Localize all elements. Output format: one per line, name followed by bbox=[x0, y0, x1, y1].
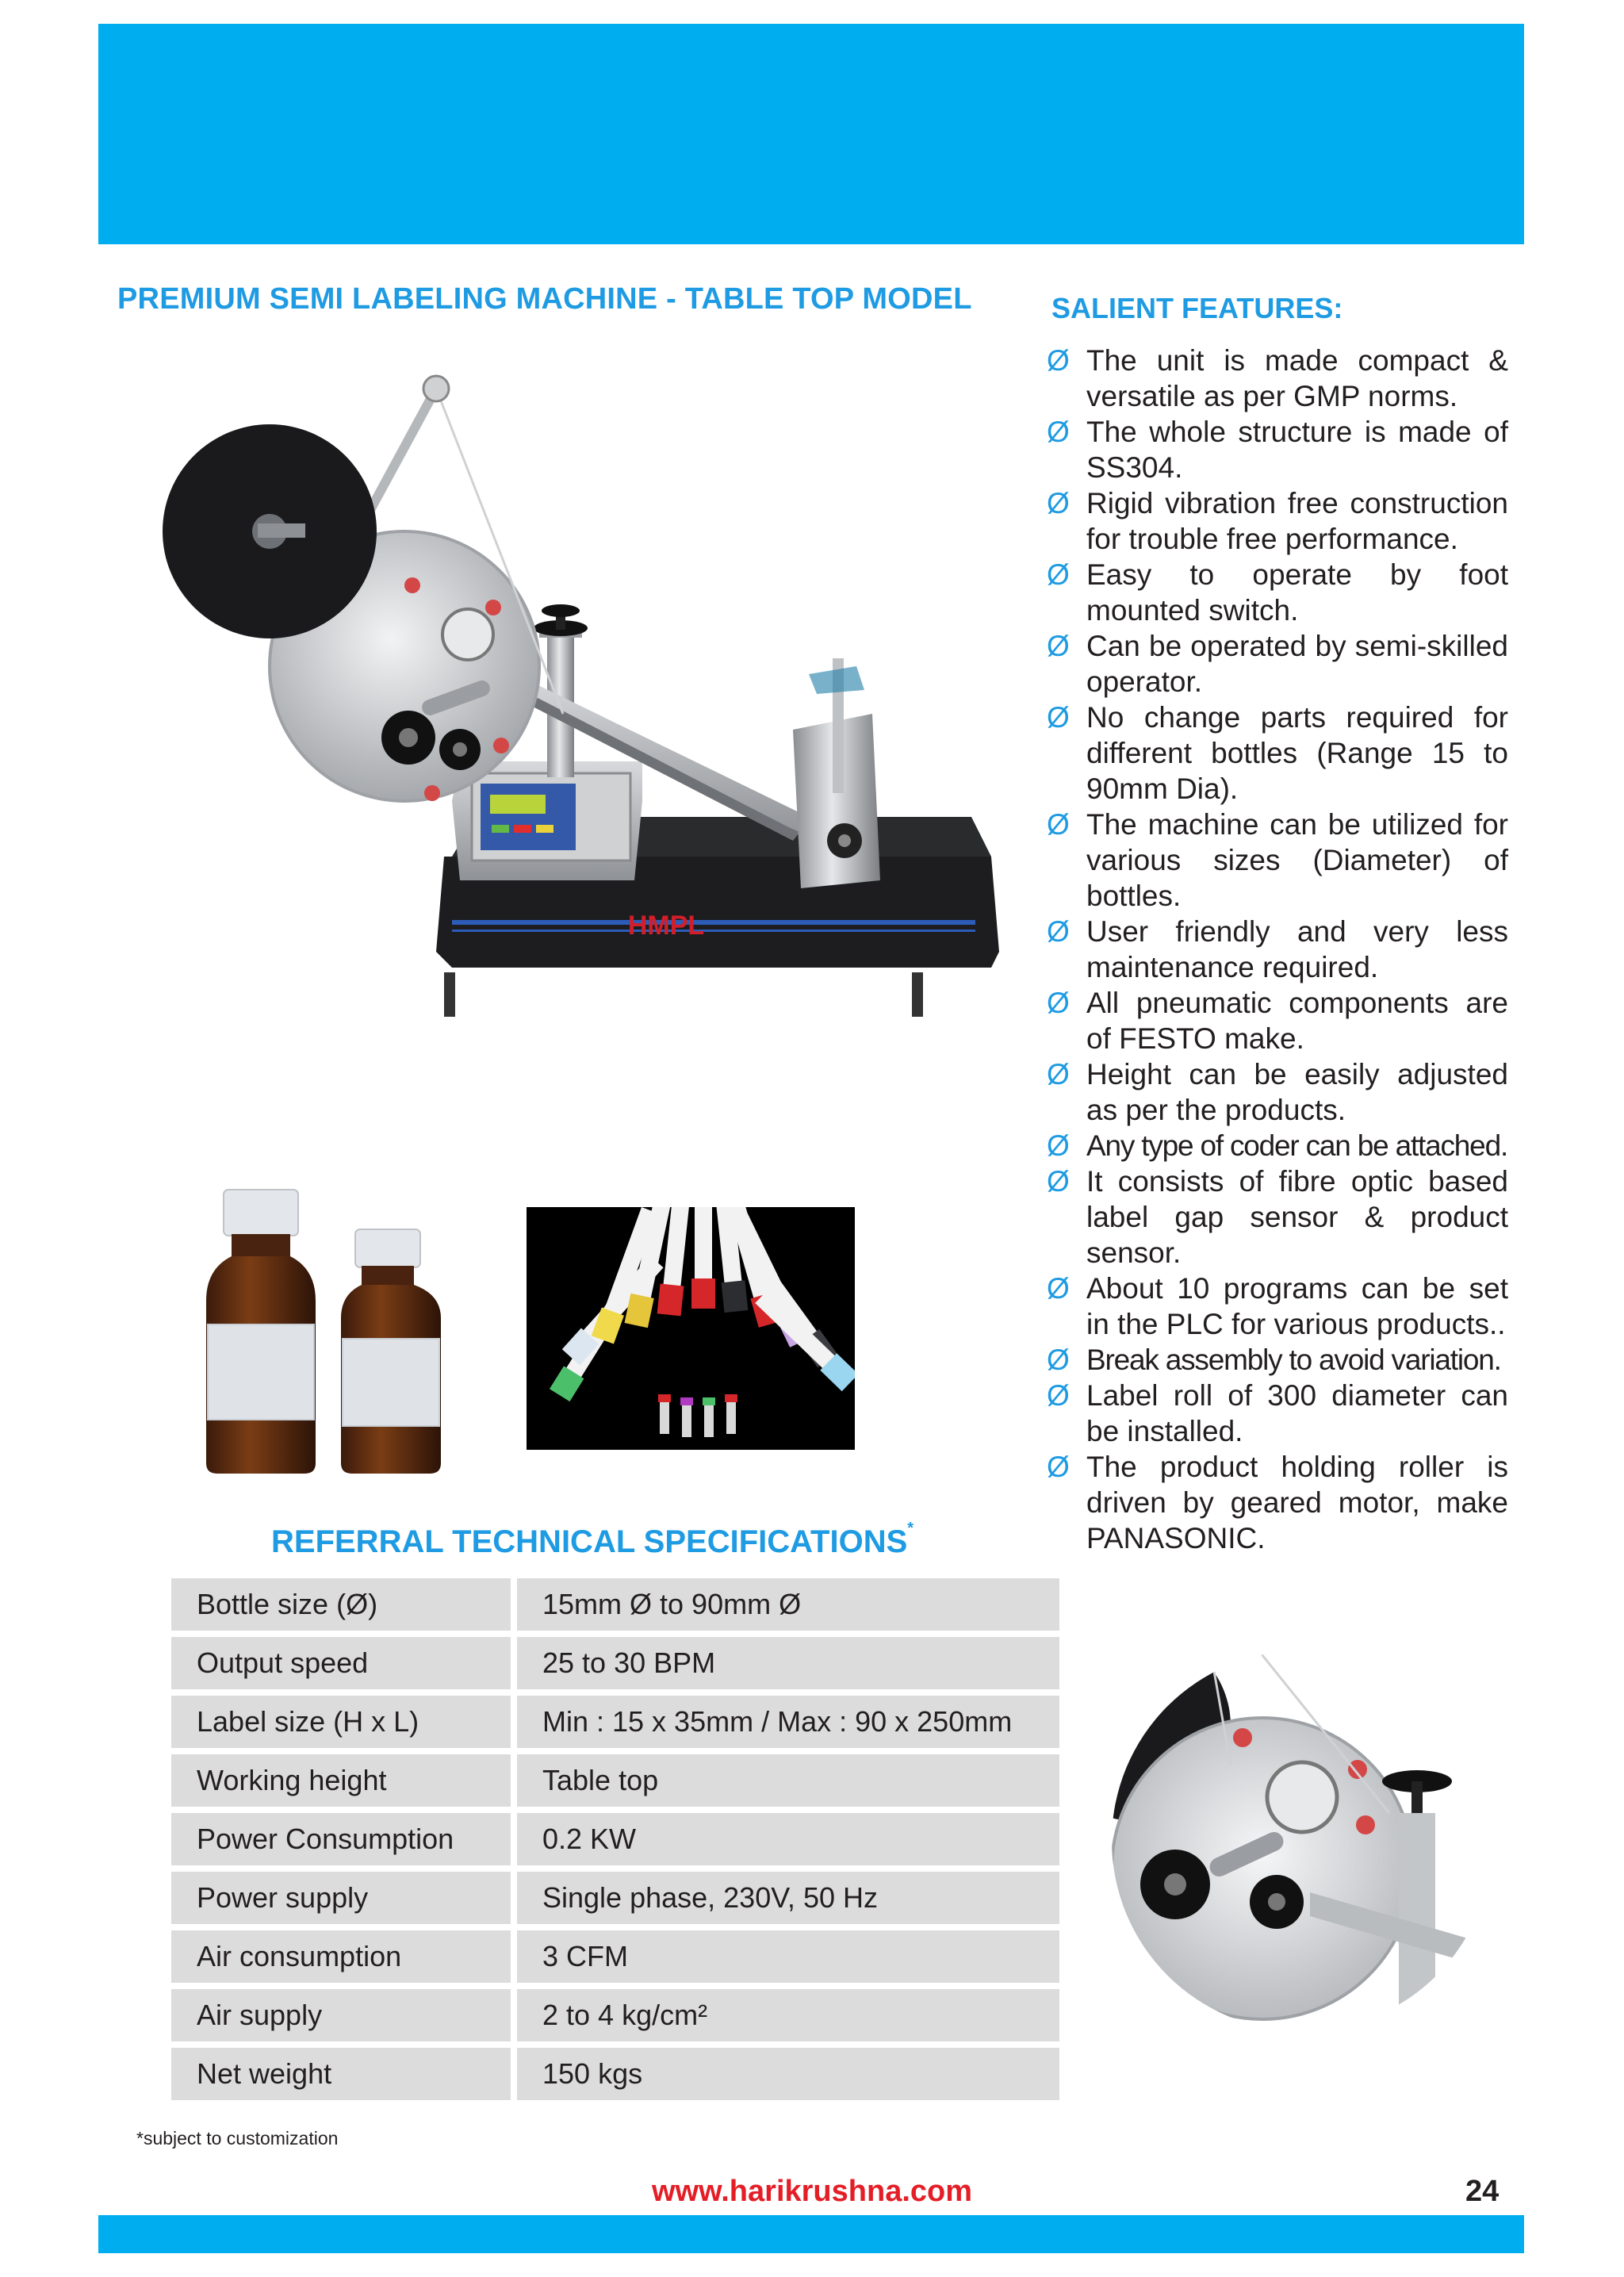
feature-item: Ø All pneumatic components are of FESTO make. bbox=[1047, 987, 1508, 1055]
bullet-icon: Ø bbox=[1047, 487, 1070, 519]
tubes-photo bbox=[527, 1207, 855, 1450]
page-title: PREMIUM SEMI LABELING MACHINE - TABLE TOP MODEL bbox=[117, 282, 972, 316]
bullet-icon: Ø bbox=[1047, 630, 1070, 662]
bullet-icon: Ø bbox=[1047, 701, 1070, 734]
spec-label: Output speed bbox=[171, 1637, 517, 1696]
header-band bbox=[98, 24, 1524, 244]
feature-item: Ø The machine can be utilized for various sizes (Diameter) of bottles. bbox=[1047, 808, 1508, 912]
spec-label: Label size (H x L) bbox=[171, 1696, 517, 1754]
tubes-illustration bbox=[527, 1207, 855, 1450]
bullet-icon: Ø bbox=[1047, 1344, 1069, 1376]
spec-value: Single phase, 230V, 50 Hz bbox=[517, 1872, 1059, 1930]
table-row bbox=[171, 1637, 1059, 1696]
machine-photo bbox=[119, 333, 999, 1174]
bullet-icon: Ø bbox=[1047, 915, 1070, 948]
feature-item: Ø About 10 programs can be set in the PLC for various products.. bbox=[1047, 1272, 1508, 1340]
bullet-icon: Ø bbox=[1047, 1165, 1070, 1198]
spec-label: Bottle size (Ø) bbox=[171, 1578, 517, 1637]
feature-item: Ø The product holding roller is driven by geared motor, make PANASONIC. bbox=[1047, 1451, 1508, 1554]
feature-item: Ø It consists of fibre optic based label gap sensor & product sensor. bbox=[1047, 1165, 1508, 1269]
bullet-icon: Ø bbox=[1047, 1129, 1069, 1162]
spec-value: 3 CFM bbox=[517, 1930, 1059, 1989]
table-row bbox=[171, 1872, 1059, 1930]
bullet-icon: Ø bbox=[1047, 1379, 1070, 1412]
bullet-icon: Ø bbox=[1047, 1272, 1070, 1305]
feature-item: Ø Any type of coder can be attached. bbox=[1047, 1129, 1508, 1162]
spec-value: 2 to 4 kg/cm² bbox=[517, 1989, 1059, 2048]
footer-band bbox=[98, 2215, 1524, 2253]
table-row bbox=[171, 1930, 1059, 1989]
closeup-photo bbox=[1104, 1631, 1500, 2043]
feature-item: Ø Label roll of 300 diameter can be installed. bbox=[1047, 1379, 1508, 1447]
feature-item: Ø The unit is made compact & versatile as per GMP norms. bbox=[1047, 344, 1508, 412]
table-row bbox=[171, 1578, 1059, 1637]
spec-label: Working height bbox=[171, 1754, 517, 1813]
bullet-icon: Ø bbox=[1047, 808, 1070, 841]
page-number: 24 bbox=[1465, 2175, 1500, 2208]
feature-item: Ø Easy to operate by foot mounted switch. bbox=[1047, 558, 1508, 627]
spec-label: Air consumption bbox=[171, 1930, 517, 1989]
website-link[interactable]: www.harikrushna.com bbox=[651, 2175, 973, 2208]
specs-table bbox=[171, 1578, 1059, 2106]
table-row bbox=[171, 2048, 1059, 2106]
features-heading: SALIENT FEATURES: bbox=[1051, 292, 1343, 324]
feature-item: Ø Height can be easily adjusted as per the products. bbox=[1047, 1058, 1508, 1126]
table-row bbox=[171, 1813, 1059, 1872]
table-row bbox=[171, 1754, 1059, 1813]
features-list bbox=[1047, 343, 1508, 1556]
specs-heading: REFERRAL TECHNICAL SPECIFICATIONS* bbox=[271, 1520, 914, 1559]
bullet-icon: Ø bbox=[1047, 558, 1070, 591]
table-row bbox=[171, 1989, 1059, 2048]
bullet-icon: Ø bbox=[1047, 1451, 1070, 1483]
footnote: *subject to customization bbox=[136, 2128, 339, 2149]
feature-item: Ø The whole structure is made of SS304. bbox=[1047, 416, 1508, 484]
bullet-icon: Ø bbox=[1047, 416, 1070, 448]
spec-value: 0.2 KW bbox=[517, 1813, 1059, 1872]
spec-value: 25 to 30 BPM bbox=[517, 1637, 1059, 1696]
spec-value: Table top bbox=[517, 1754, 1059, 1813]
table-row bbox=[171, 1696, 1059, 1754]
spec-label: Net weight bbox=[171, 2048, 517, 2106]
feature-item: Ø Can be operated by semi-skilled operator. bbox=[1047, 630, 1508, 698]
spec-value: 15mm Ø to 90mm Ø bbox=[517, 1578, 1059, 1637]
feature-item: Ø Break assembly to avoid variation. bbox=[1047, 1344, 1501, 1376]
machine-brand-label: HMPL bbox=[627, 910, 705, 941]
feature-item: Ø No change parts required for different bottles (Range 15 to 90mm Dia). bbox=[1047, 701, 1508, 805]
feature-item: Ø Rigid vibration free construction for trouble free performance. bbox=[1047, 487, 1508, 555]
spec-value: Min : 15 x 35mm / Max : 90 x 250mm bbox=[517, 1696, 1059, 1754]
bullet-icon: Ø bbox=[1047, 987, 1070, 1019]
spec-value: 150 kgs bbox=[517, 2048, 1059, 2106]
bullet-icon: Ø bbox=[1047, 344, 1070, 377]
spec-label: Power supply bbox=[171, 1872, 517, 1930]
feature-item: Ø User friendly and very less maintenance required. bbox=[1047, 915, 1508, 983]
bullet-icon: Ø bbox=[1047, 1058, 1070, 1091]
spec-label: Air supply bbox=[171, 1989, 517, 2048]
spec-label: Power Consumption bbox=[171, 1813, 517, 1872]
bottles-photo bbox=[190, 1182, 476, 1483]
